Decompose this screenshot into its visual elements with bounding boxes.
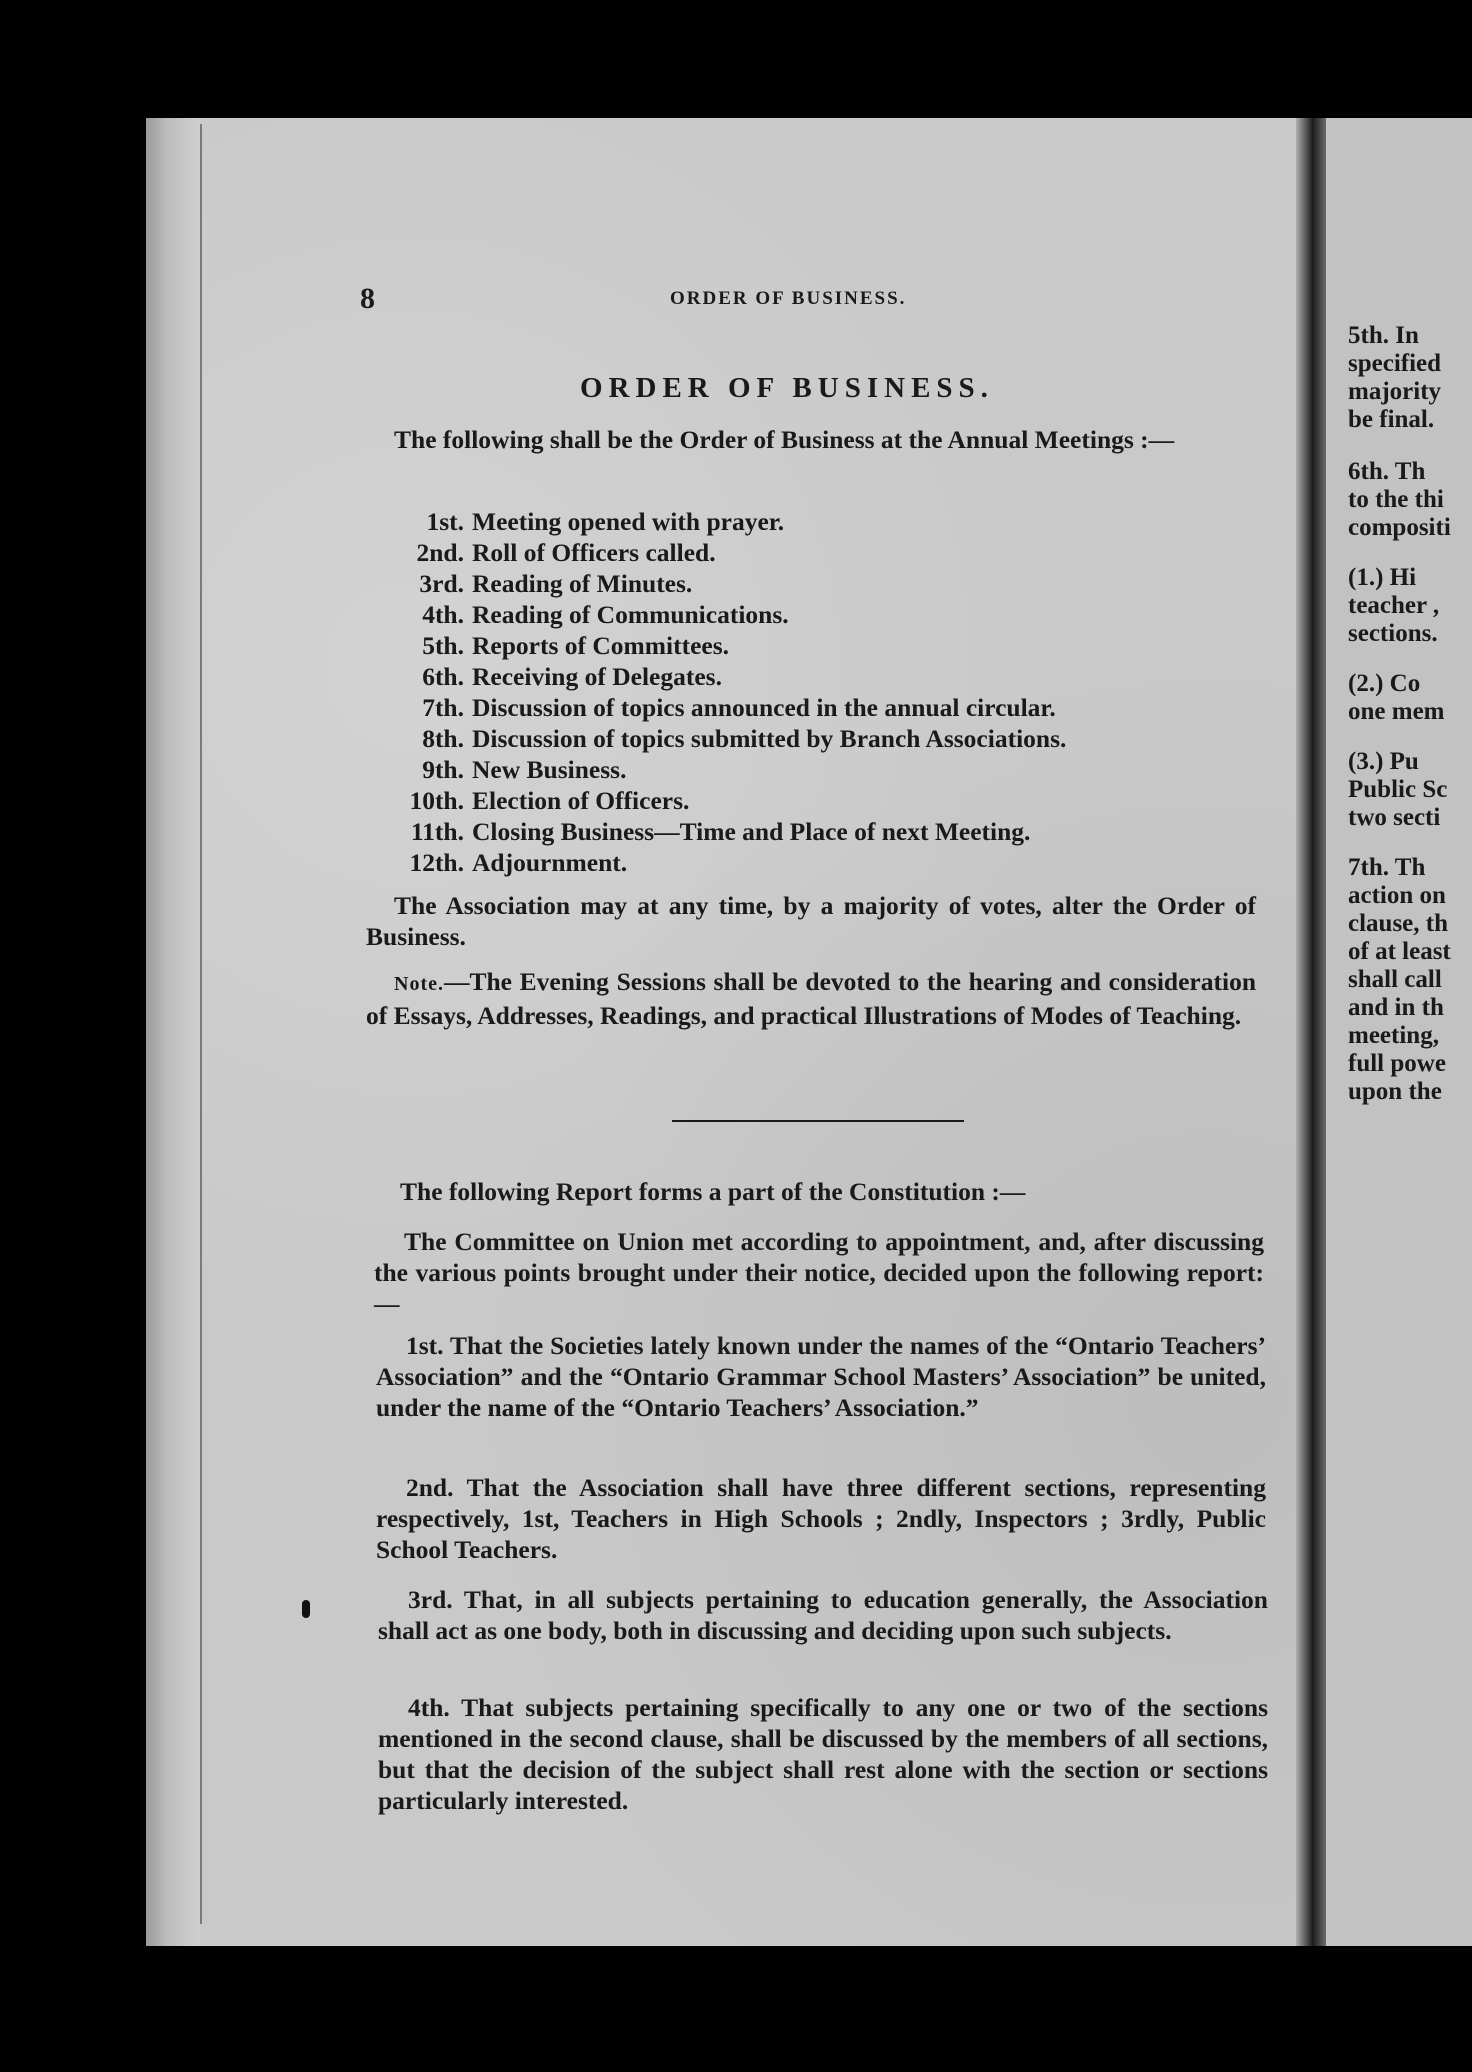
agenda-item-text: Roll of Officers called.	[472, 538, 716, 567]
agenda-item-number: 8th.	[422, 724, 464, 753]
note-label: Note.	[394, 973, 444, 995]
agenda-item-text: Reading of Minutes.	[472, 569, 693, 598]
agenda-item-number: 1st.	[426, 507, 464, 536]
facing-line: (2.) Co	[1348, 670, 1421, 697]
agenda-item-number: 5th.	[422, 631, 464, 660]
alter-order-paragraph: The Association may at any time, by a majority of votes, alter the Order of Business.	[366, 891, 1256, 951]
agenda-item	[396, 847, 1256, 878]
facing-line: of at least	[1348, 938, 1451, 965]
facing-line: (3.) Pu	[1348, 748, 1419, 775]
running-head	[360, 282, 1270, 316]
agenda-item-text: New Business.	[472, 755, 627, 784]
facing-line: sections.	[1348, 620, 1438, 647]
facing-line: (1.) Hi	[1348, 564, 1417, 591]
facing-line: two secti	[1348, 804, 1441, 831]
facing-line: to the thi	[1348, 486, 1444, 513]
agenda-item-text: Receiving of Delegates.	[472, 662, 722, 691]
page-number: 8	[360, 282, 375, 315]
note-text: —The Evening Sessions shall be devoted to the hearing and consideration of Essays, Addresses, Readings, and practical Illustrations of Modes of Teaching.	[366, 967, 1256, 1030]
agenda-item-text: Adjournment.	[472, 848, 628, 877]
agenda-item	[396, 537, 1256, 568]
facing-line: and in th	[1348, 994, 1444, 1021]
agenda-item	[396, 692, 1256, 723]
facing-line: one mem	[1348, 698, 1445, 725]
agenda-item-text: Meeting opened with prayer.	[472, 507, 785, 536]
agenda-item-number: 7th.	[422, 693, 464, 722]
agenda-item	[396, 630, 1256, 661]
page-edge-line	[200, 124, 202, 1924]
agenda-item-number: 3rd.	[419, 569, 464, 598]
agenda-item	[396, 661, 1256, 692]
ink-speck	[302, 1600, 310, 1618]
agenda-item-number: 11th.	[410, 817, 464, 846]
section-divider	[672, 1120, 964, 1122]
agenda-item-text: Election of Officers.	[472, 786, 690, 815]
facing-line: 6th. Th	[1348, 458, 1426, 485]
agenda-item	[396, 816, 1256, 847]
facing-line: clause, th	[1348, 910, 1448, 937]
agenda-item	[396, 785, 1256, 816]
facing-line: meeting,	[1348, 1022, 1439, 1049]
facing-line: shall call	[1348, 966, 1442, 993]
facing-line: action on	[1348, 882, 1446, 909]
agenda-item-number: 4th.	[422, 600, 464, 629]
facing-page	[1326, 118, 1472, 1946]
agenda-item-text: Discussion of topics announced in the annual circular.	[472, 693, 1056, 722]
facing-line: upon the	[1348, 1078, 1442, 1105]
agenda-item-text: Reading of Communications.	[472, 600, 789, 629]
facing-line: be final.	[1348, 406, 1435, 433]
facing-line: full powe	[1348, 1050, 1446, 1077]
report-paragraph: 3rd. That, in all subjects pertaining to education generally, the Association shall act as one body, both in discussing and deciding upon such subjects.	[378, 1585, 1268, 1645]
agenda-item-number: 2nd.	[416, 538, 464, 567]
agenda-item-text: Discussion of topics submitted by Branch Associations.	[472, 724, 1067, 753]
facing-line: teacher ,	[1348, 592, 1440, 619]
agenda-item	[396, 723, 1256, 754]
agenda-item	[396, 568, 1256, 599]
book-gutter	[1296, 118, 1326, 1946]
agenda-item	[396, 506, 1256, 537]
running-title: ORDER OF BUSINESS.	[670, 288, 907, 309]
facing-line: specified	[1348, 350, 1442, 377]
report-paragraph: The Committee on Union met according to appointment, and, after discussing the various points brought under their notice, decided upon the following report:—	[374, 1227, 1264, 1318]
agenda-list	[396, 506, 1256, 878]
note-paragraph	[366, 966, 1256, 1031]
facing-line: 5th. In	[1348, 322, 1419, 349]
agenda-item	[396, 599, 1256, 630]
agenda-item-text: Closing Business—Time and Place of next Meeting.	[472, 817, 1031, 846]
report-paragraph: 2nd. That the Association shall have three different sections, representing respectively, 1st, Teachers in High Schools ; 2ndly, Inspectors ; 3rdly, Public School Teachers.	[376, 1473, 1266, 1564]
facing-line: compositi	[1348, 514, 1451, 541]
facing-line: 7th. Th	[1348, 854, 1426, 881]
agenda-item-text: Reports of Committees.	[472, 631, 730, 660]
agenda-item-number: 6th.	[422, 662, 464, 691]
agenda-item-number: 12th.	[409, 848, 464, 877]
report-intro: The following Report forms a part of the Constitution :—	[400, 1177, 1026, 1206]
section-title: ORDER OF BUSINESS.	[580, 372, 994, 404]
report-paragraph: 4th. That subjects pertaining specifically to any one or two of the sections mentioned in the second clause, shall be discussed by the members of all sections, but that the decision of the subject shall rest alone with the section or sections particularly interested.	[378, 1693, 1268, 1815]
intro-paragraph: The following shall be the Order of Business at the Annual Meetings :—	[394, 425, 1175, 454]
agenda-item	[396, 754, 1256, 785]
facing-line: Public Sc	[1348, 776, 1448, 803]
page-binding-edge	[146, 118, 200, 1946]
report-paragraph: 1st. That the Societies lately known under the names of the “Ontario Teachers’ Association” and the “Ontario Grammar School Masters’ Association” be united, under the name of the “Ontario Teachers’ Association.”	[376, 1331, 1266, 1422]
facing-line: majority	[1348, 378, 1442, 405]
agenda-item-number: 10th.	[409, 786, 464, 815]
agenda-item-number: 9th.	[422, 755, 464, 784]
